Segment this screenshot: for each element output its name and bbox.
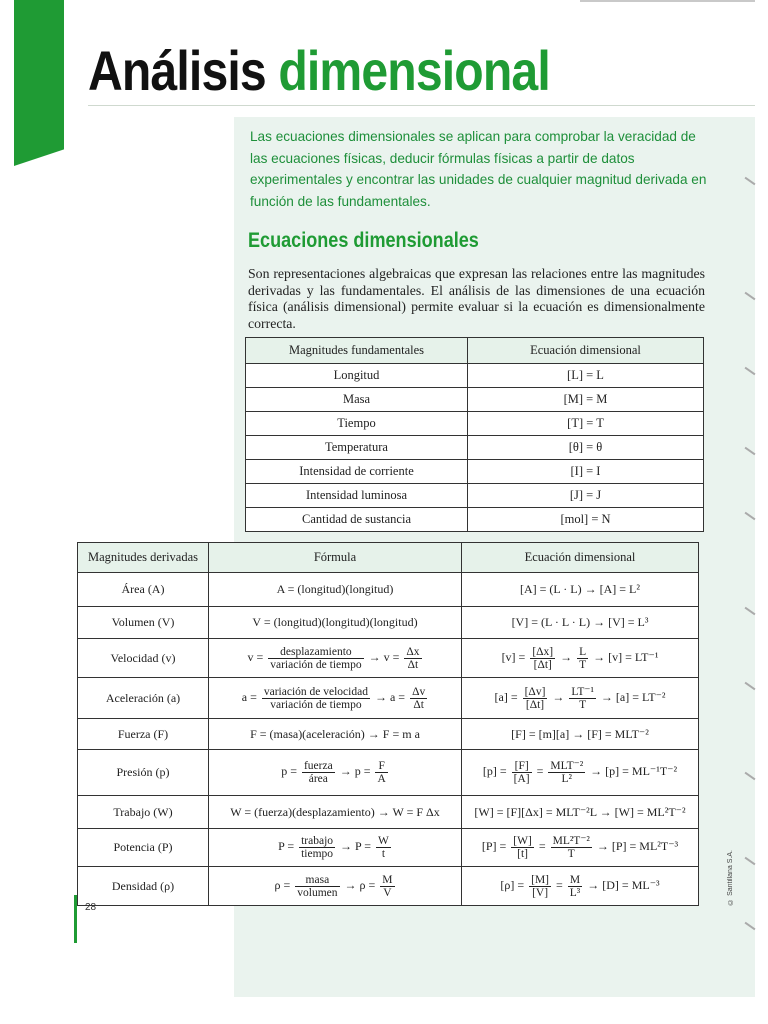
dimension-cell: [462, 678, 699, 719]
fundamental-magnitudes-table: [245, 337, 704, 532]
expression-text: → p =: [339, 764, 371, 779]
expression-text: [V] = (L · L · L) → [V] = L³: [511, 615, 649, 629]
fraction-numerator: Δv: [412, 685, 426, 698]
body-paragraph: Son representaciones algebraicas que expresan las relaciones entre las magnitudes derivadas y las fundamentales. El análisis de las dimensiones de una ecuación física (análisis dimensional) permite evaluar si la ecuación es dimensionalmente correcta.: [248, 266, 705, 331]
derived-magnitudes-table: [77, 542, 699, 906]
fraction-denominator: [t]: [517, 848, 528, 860]
intro-paragraph: Las ecuaciones dimensionales se aplican para comprobar la veracidad de las ecuaciones físicas, deducir fórmulas físicas a partir de datos experimentales y encontrar las unidades de cualquier magnitud derivada en función de las fundamentales.: [250, 129, 707, 209]
formula-cell: [209, 607, 462, 639]
formula-cell: [209, 796, 462, 829]
fraction: [404, 646, 421, 671]
dimension-cell: [L] = L: [468, 364, 704, 388]
margin-mark: [745, 857, 756, 866]
fraction: [295, 874, 339, 899]
magnitude-cell: Potencia (P): [78, 829, 209, 867]
fraction-numerator: [W]: [513, 835, 532, 847]
expression-text: V = (longitud)(longitud)(longitud): [252, 615, 418, 629]
magnitude-cell: Fuerza (F): [78, 719, 209, 750]
fraction: [268, 646, 363, 671]
page-number: 28: [85, 902, 97, 913]
magnitude-cell: Área (A): [78, 573, 209, 607]
fraction: [512, 760, 532, 785]
formula-cell: [209, 573, 462, 607]
fraction-denominator: V: [383, 886, 392, 899]
fraction: [530, 646, 555, 671]
expression-text: → a =: [374, 689, 406, 704]
table-row: [78, 750, 699, 796]
dimension-cell: [462, 829, 699, 867]
margin-mark: [745, 512, 756, 521]
fraction-denominator: volumen: [297, 886, 338, 899]
expression-text: → P =: [340, 839, 372, 854]
expression-text: [ρ] =: [500, 877, 525, 892]
fraction: [511, 835, 534, 860]
fraction-numerator: masa: [295, 874, 339, 887]
formula-cell: [209, 639, 462, 678]
table-row: [78, 639, 699, 678]
margin-mark: [745, 447, 756, 456]
table-header-row: [246, 338, 704, 364]
fraction-denominator: tiempo: [301, 848, 334, 860]
title-part-1: Análisis: [88, 39, 266, 102]
fraction-numerator: F: [375, 760, 387, 773]
dimension-cell: [462, 639, 699, 678]
magnitude-cell: Temperatura: [246, 436, 468, 460]
dimension-cell: [462, 607, 699, 639]
fraction-numerator: MLT⁻²: [550, 760, 584, 772]
fraction: [375, 760, 387, 785]
magnitude-cell: Intensidad de corriente: [246, 460, 468, 484]
expression-text: → [a] = LT⁻²: [600, 689, 666, 704]
expression-text: → [P] = ML²T⁻³: [596, 839, 679, 854]
fraction-denominator: T: [567, 848, 575, 860]
fraction-numerator: Δx: [406, 645, 420, 658]
fraction-denominator: [V]: [532, 886, 549, 899]
fraction-denominator: t: [381, 848, 386, 860]
expression-text: =: [536, 764, 544, 779]
column-header: Ecuación dimensional: [462, 543, 699, 573]
dimension-cell: [θ] = θ: [468, 436, 704, 460]
fraction-denominator: [Δt]: [533, 658, 552, 671]
fraction-denominator: L³: [569, 886, 581, 899]
table-row: [78, 867, 699, 906]
fraction-denominator: A: [377, 773, 386, 785]
fraction-denominator: T: [579, 698, 587, 711]
magnitude-cell: Masa: [246, 388, 468, 412]
table-row: [78, 607, 699, 639]
expression-text: → [p] = ML⁻¹T⁻²: [590, 764, 678, 779]
fraction-numerator: M: [568, 874, 582, 887]
fraction-numerator: L: [579, 645, 587, 658]
table-row: [78, 829, 699, 867]
table-row: [246, 436, 704, 460]
expression-text: →: [560, 649, 573, 664]
expression-text: W = (fuerza)(desplazamiento) → W = F Δx: [230, 804, 440, 819]
fraction-denominator: Δt: [407, 658, 419, 671]
expression-text: =: [556, 877, 563, 892]
formula-cell: [209, 829, 462, 867]
title-divider: [88, 105, 755, 106]
fraction-denominator: [A]: [513, 773, 530, 785]
copyright-notice: © Santillana S.A.: [727, 850, 734, 905]
table-row: [246, 388, 704, 412]
fraction-denominator: [Δt]: [525, 698, 545, 711]
margin-mark: [745, 772, 756, 781]
fraction-numerator: [Δx]: [532, 645, 554, 658]
expression-text: → [D] = ML⁻³: [587, 877, 660, 892]
fraction-numerator: [M]: [531, 873, 549, 886]
table-row: [78, 719, 699, 750]
expression-text: → v =: [368, 649, 400, 664]
dimension-cell: [mol] = N: [468, 508, 704, 532]
dimension-cell: [462, 719, 699, 750]
magnitude-cell: Tiempo: [246, 412, 468, 436]
fraction-denominator: Δt: [413, 698, 424, 711]
margin-mark: [745, 922, 756, 931]
margin-marks: [738, 180, 768, 940]
fraction-numerator: desplazamiento: [268, 646, 363, 659]
expression-text: [a] =: [494, 689, 518, 704]
table-row: [78, 573, 699, 607]
dimension-cell: [I] = I: [468, 460, 704, 484]
page-number-bar: [74, 895, 77, 943]
magnitude-cell: Velocidad (v): [78, 639, 209, 678]
section-title: Ecuaciones dimensionales: [248, 229, 479, 252]
dimension-cell: [M] = M: [468, 388, 704, 412]
table-header-row: [78, 543, 699, 573]
magnitude-cell: Longitud: [246, 364, 468, 388]
fraction-numerator: [F]: [512, 760, 532, 773]
expression-text: =: [538, 839, 546, 854]
top-rule: [580, 0, 755, 2]
magnitude-cell: Intensidad luminosa: [246, 484, 468, 508]
fraction-denominator: L²: [561, 773, 573, 785]
expression-text: ρ =: [274, 877, 291, 892]
title-part-2: dimensional: [278, 39, 550, 102]
formula-cell: [209, 719, 462, 750]
fraction: [380, 874, 394, 899]
fraction-denominator: variación de tiempo: [270, 658, 362, 671]
expression-text: →: [552, 689, 565, 704]
margin-mark: [745, 607, 756, 616]
table-row: [246, 460, 704, 484]
expression-text: → [v] = LT⁻¹: [593, 649, 659, 664]
expression-text: [v] =: [501, 649, 526, 664]
fraction: [568, 874, 582, 899]
fraction-numerator: variación de velocidad: [263, 685, 368, 698]
margin-mark: [745, 682, 756, 691]
expression-text: a =: [241, 689, 257, 704]
derived-table-body: [78, 573, 699, 906]
fraction-denominator: área: [308, 773, 328, 785]
dimension-cell: [462, 796, 699, 829]
magnitude-cell: Aceleración (a): [78, 678, 209, 719]
fraction-numerator: fuerza: [303, 760, 333, 772]
fraction: [551, 835, 592, 860]
dimension-cell: [462, 867, 699, 906]
expression-text: F = (masa)(aceleración) → F = m a: [250, 726, 420, 741]
fraction: [376, 835, 391, 860]
dimension-cell: [462, 573, 699, 607]
fundamental-table-body: [246, 364, 704, 532]
dimension-cell: [T] = T: [468, 412, 704, 436]
table-row: [246, 364, 704, 388]
table-row: [78, 796, 699, 829]
formula-cell: [209, 750, 462, 796]
expression-text: v =: [247, 649, 264, 664]
formula-cell: [209, 867, 462, 906]
fraction: [529, 874, 551, 899]
fraction-numerator: trabajo: [299, 835, 335, 848]
fraction: [577, 646, 588, 671]
chapter-tab: [14, 0, 64, 166]
expression-text: A = (longitud)(longitud): [276, 582, 394, 596]
margin-mark: [745, 367, 756, 376]
margin-mark: [745, 292, 756, 301]
fraction: [548, 760, 585, 785]
page-title: [88, 38, 550, 103]
expression-text: P =: [278, 839, 295, 854]
dimension-cell: [462, 750, 699, 796]
fraction-denominator: variación de tiempo: [270, 698, 362, 711]
fraction: [262, 686, 370, 711]
expression-text: p =: [281, 764, 297, 779]
dimension-cell: [J] = J: [468, 484, 704, 508]
magnitude-cell: Cantidad de sustancia: [246, 508, 468, 532]
magnitude-cell: Presión (p): [78, 750, 209, 796]
magnitude-cell: Densidad (ρ): [78, 867, 209, 906]
fraction: [410, 686, 427, 711]
fraction-numerator: M: [382, 873, 393, 886]
table-row: [246, 484, 704, 508]
expression-text: [A] = (L · L) → [A] = L²: [520, 582, 640, 596]
column-header: Magnitudes fundamentales: [246, 338, 468, 364]
fraction-numerator: LT⁻¹: [571, 685, 594, 698]
fraction: [523, 686, 548, 711]
expression-text: [F] = [m][a] → [F] = MLT⁻²: [511, 726, 649, 741]
fraction: [569, 686, 596, 711]
column-header: Fórmula: [209, 543, 462, 573]
table-row: [246, 508, 704, 532]
fraction-numerator: ML²T⁻²: [552, 835, 590, 847]
expression-text: [p] =: [482, 764, 507, 779]
table-row: [78, 678, 699, 719]
table-row: [246, 412, 704, 436]
column-header: Magnitudes derivadas: [78, 543, 209, 573]
expression-text: → ρ =: [344, 877, 376, 892]
expression-text: [W] = [F][Δx] = MLT⁻²L → [W] = ML²T⁻²: [474, 804, 686, 819]
expression-text: [P] =: [481, 839, 507, 854]
formula-cell: [209, 678, 462, 719]
column-header: Ecuación dimensional: [468, 338, 704, 364]
fraction-denominator: T: [579, 658, 587, 671]
fraction-numerator: [Δv]: [524, 685, 546, 698]
magnitude-cell: Trabajo (W): [78, 796, 209, 829]
fraction: [302, 760, 335, 785]
fraction: [299, 835, 335, 860]
magnitude-cell: Volumen (V): [78, 607, 209, 639]
fraction-numerator: W: [378, 835, 389, 847]
